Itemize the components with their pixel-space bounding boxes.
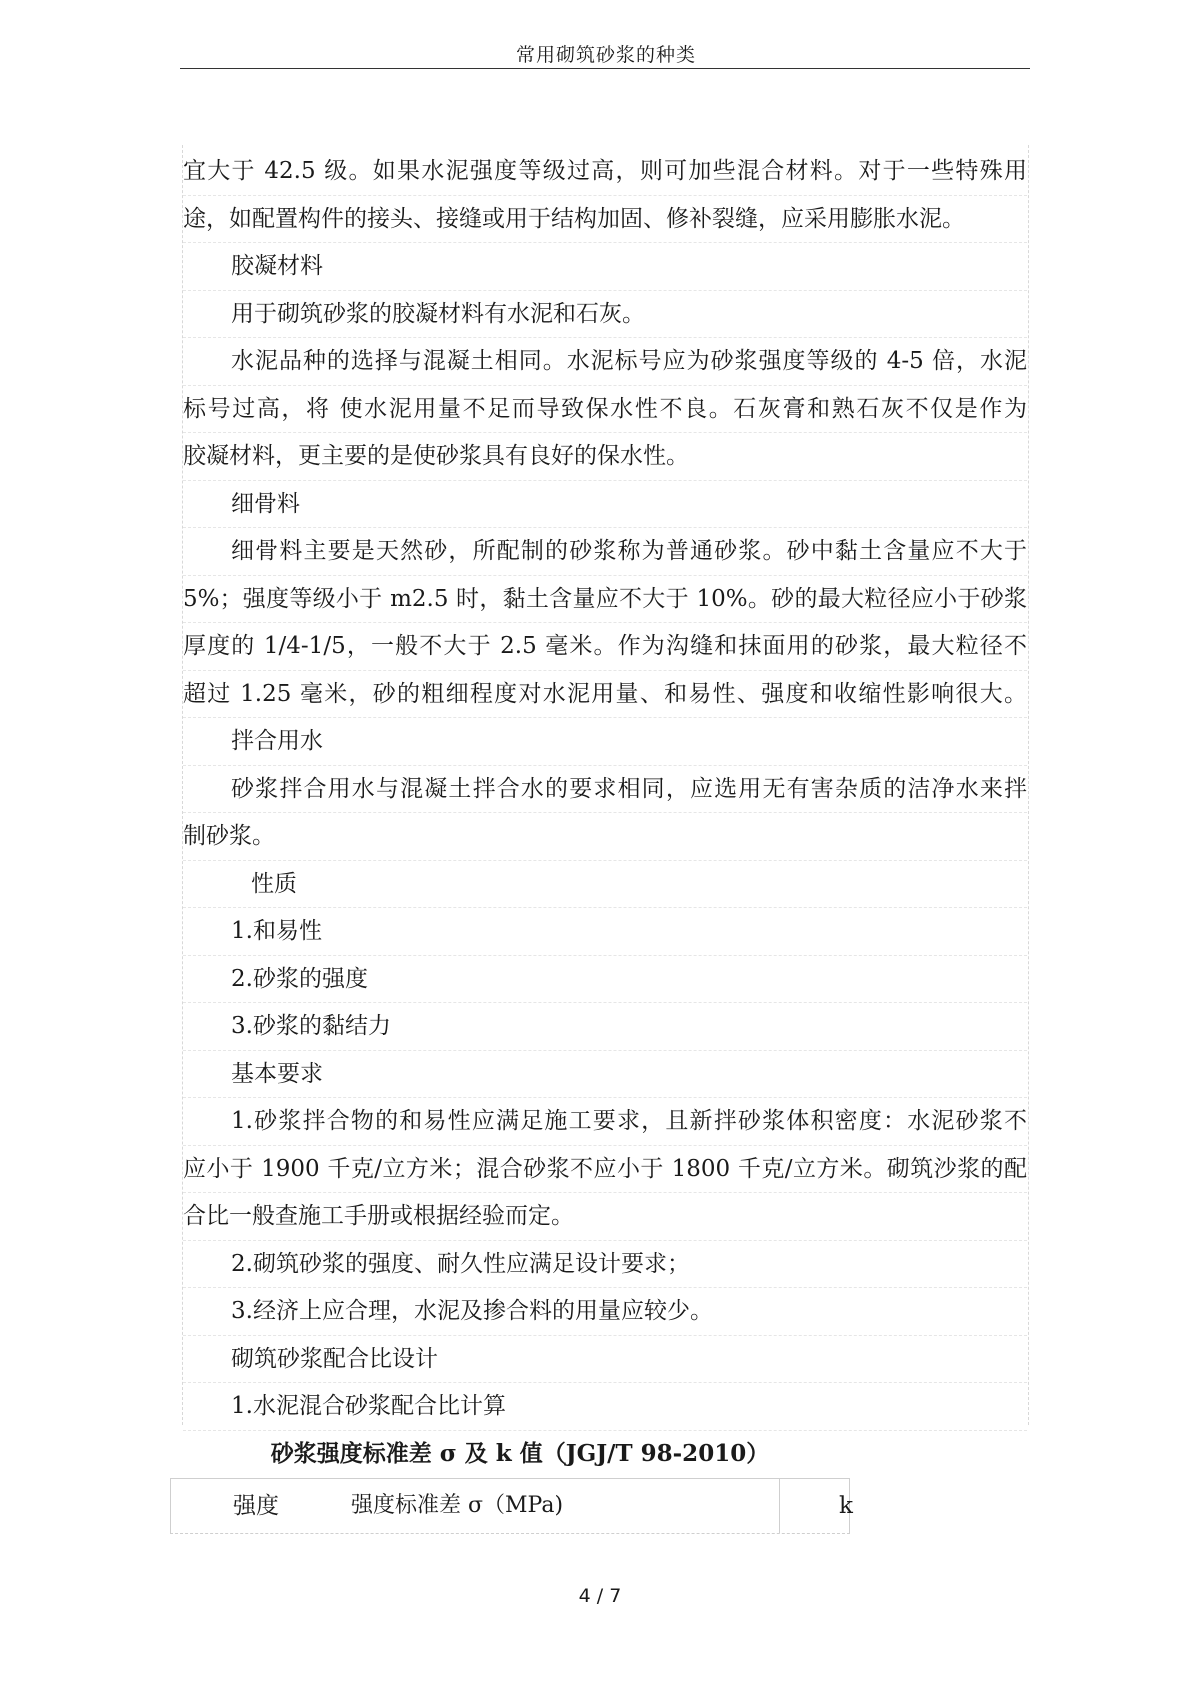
text-line: 1.和易性 [183,908,1027,956]
page-number: 4 / 7 [578,1585,622,1607]
text-line: 用于砌筑砂浆的胶凝材料有水泥和石灰。 [183,291,1027,339]
text-line: 细骨料主要是天然砂，所配制的砂浆称为普通砂浆。砂中黏土含量应不大于 [183,528,1027,576]
text-line: 1.水泥混合砂浆配合比计算 [183,1383,1027,1431]
table-header-k: k [839,1493,853,1519]
text-line: 砂浆拌合用水与混凝土拌合水的要求相同，应选用无有害杂质的洁净水来拌 [183,766,1027,814]
text-line: 胶凝材料 [183,243,1027,291]
text-line: 3.经济上应合理，水泥及掺合料的用量应较少。 [183,1288,1027,1336]
header-divider [180,68,1030,69]
text-line: 2.砌筑砂浆的强度、耐久性应满足设计要求； [183,1241,1027,1289]
text-line: 3.砂浆的黏结力 [183,1003,1027,1051]
text-line: 细骨料 [183,481,1027,529]
text-line: 拌合用水 [183,718,1027,766]
text-line: 基本要求 [183,1051,1027,1099]
sigma-k-table [170,1478,853,1534]
text-line: 应小于 1900 千克/立方米；混合砂浆不应小于 1800 千克/立方米。砌筑沙浆的配 [183,1146,1027,1194]
text-line: 5%；强度等级小于 m2.5 时，黏土含量应不大于 10%。砂的最大粒径应小于砂浆 [183,576,1027,624]
text-line: 标号过高，将 使水泥用量不足而导致保水性不良。石灰膏和熟石灰不仅是作为 [183,386,1027,434]
text-line: 水泥品种的选择与混凝土相同。水泥标号应为砂浆强度等级的 4-5 倍，水泥 [183,338,1027,386]
text-line: 性质 [183,861,1027,909]
text-line: 2.砂浆的强度 [183,956,1027,1004]
table-header-sigma: 强度标准差 σ（MPa) [351,1493,564,1518]
text-line: 途，如配置构件的接头、接缝或用于结构加固、修补裂缝，应采用膨胀水泥。 [183,196,1027,244]
table-column-divider [779,1479,780,1533]
text-frame-right-edge [1028,145,1029,1425]
page-header-title: 常用砌筑砂浆的种类 [515,44,696,66]
text-line: 1.砂浆拌合物的和易性应满足施工要求，且新拌砂浆体积密度：水泥砂浆不 [183,1098,1027,1146]
text-line: 厚度的 1/4-1/5，一般不大于 2.5 毫米。作为沟缝和抹面用的砂浆，最大粒径不 [183,623,1027,671]
text-line: 制砂浆。 [183,813,1027,861]
table-caption: 砂浆强度标准差 σ 及 k 值（JGJ/T 98-2010） [270,1440,770,1467]
text-line: 胶凝材料，更主要的是使砂浆具有良好的保水性。 [183,433,1027,481]
text-line: 砌筑砂浆配合比设计 [183,1336,1027,1384]
document-body [183,148,1027,1431]
text-line: 超过 1.25 毫米，砂的粗细程度对水泥用量、和易性、强度和收缩性影响很大。 [183,671,1027,719]
text-line: 合比一般查施工手册或根据经验而定。 [183,1193,1027,1241]
text-line: 宜大于 42.5 级。如果水泥强度等级过高，则可加些混合材料。对于一些特殊用 [183,148,1027,196]
table-header-strength: 强度 [233,1493,279,1519]
